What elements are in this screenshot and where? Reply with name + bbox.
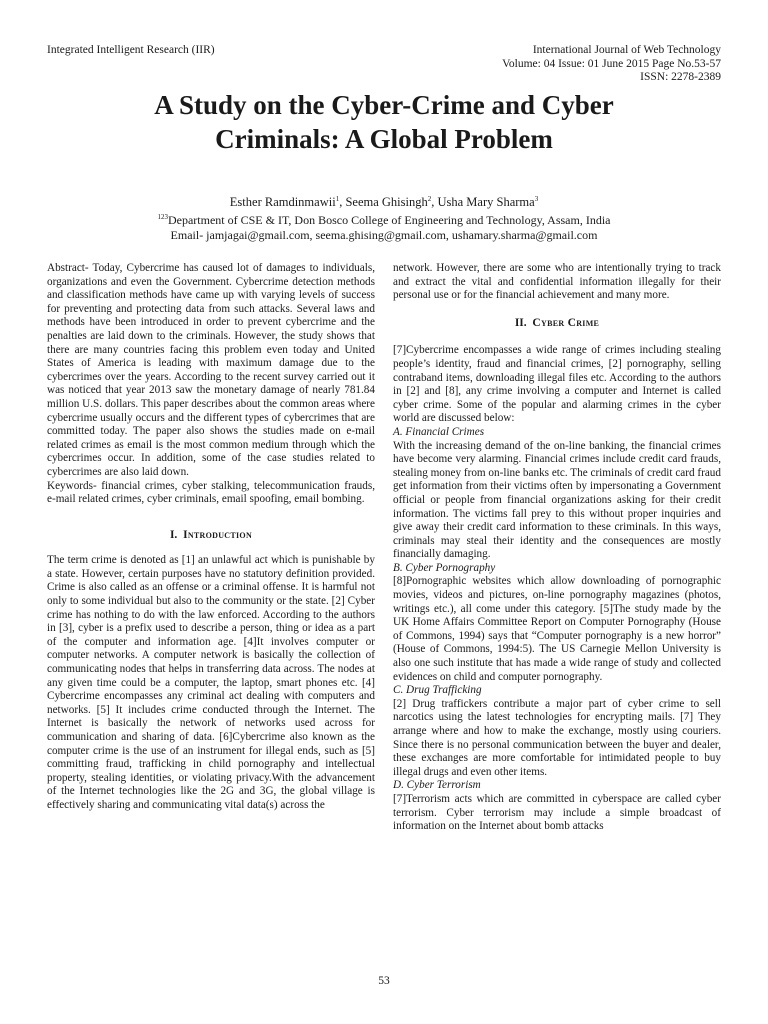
paper-title <box>60 88 708 156</box>
cyber-crime-intro: [7]Cybercrime encompasses a wide range of crimes including stealing people’s identity, fraud and financial crimes, [2] pornography, selling contraband items, downloading illegal files etc. According to the authors in [2] and [8], any crime involving a computer and Internet is called cyber crime. Some of the popular and alarming crimes in the cyber world are discussed below: <box>393 344 721 425</box>
subsection-drug-trafficking: C. Drug Trafficking <box>393 684 482 697</box>
abstract: Abstract- Today, Cybercrime has caused lot of damages to individuals, organizations and even the Government. Cybercrime detection methods and classification methods have came up with varying levels of success for preventing and protecting data from such attacks. Several laws and methods have been introduced in order to prevent cybercrime and the penalties are laid down to the criminals. However, the study shows that there are many countries facing this problem even today and United States of America is leading with maximum damage due to the cybercrimes over the years. According to the recent survey carried out it was noticed that year 2013 saw the monetary damage of nearly 781.84 million U.S. dollars. This paper describes about the common areas where cybercrime usually occurs and the different types of cybercrimes that are committed today. The paper also shows the studies made on e-mail related crimes as email is the most common medium through which the cybercrimes occur. In addition, some of the case studies related to cybercrimes are also laid down. <box>47 262 375 478</box>
keywords: Keywords- financial crimes, cyber stalking, telecommunication frauds, e-mail related crimes, cyber criminals, email spoofing, email bombing. <box>47 479 375 506</box>
subsection-cyber-terrorism: D. Cyber Terrorism <box>393 779 481 792</box>
affiliation <box>40 210 728 228</box>
title-line-2: Criminals: A Global Problem <box>215 124 553 154</box>
author-2-sup: 2 <box>427 195 432 203</box>
right-column <box>393 262 721 834</box>
section-heading-introduction: I. Introduction <box>169 528 253 541</box>
journal-volume: Volume: 04 Issue: 01 June 2015 Page No.53-57 <box>502 57 721 70</box>
affiliation-sup: 123 <box>157 213 168 222</box>
journal-name: International Journal of Web Technology <box>532 44 721 56</box>
author-3: , Usha Mary Sharma <box>431 195 535 210</box>
cyber-terrorism-text: [7]Terrorism acts which are committed in cyberspace are called cyber terrorism. Cyber terrorism may include a simple broadcast of information on the Internet about bomb attacks <box>393 792 721 833</box>
author-2: , Seema Ghisingh <box>339 195 428 210</box>
section-heading-cyber-crime: II. Cyber Crime <box>514 316 600 329</box>
subsection-financial-crimes: A. Financial Crimes <box>393 425 485 438</box>
affiliation-text: Department of CSE & IT, Don Bosco College of Engineering and Technology, Assam, India <box>167 213 611 228</box>
title-line-1: A Study on the Cyber-Crime and Cyber <box>154 90 614 120</box>
author-names <box>40 192 728 210</box>
financial-crimes-text: With the increasing demand of the on-line banking, the financial crimes have become very alarming. Financial crimes include credit card frauds, stealing money from on-line banks etc. The criminals of credit card fraud get information from their victims often by impersonating a Government official or people from financial organizations asking for their credit information. The victims fall prey to this without proper inquiries and give away their credit card information to these criminals. In this ways, criminals may steal their identity and the consequences are mostly financially damaging. <box>393 439 721 561</box>
left-column <box>47 262 375 813</box>
journal-issn: ISSN: 2278-2389 <box>640 71 721 83</box>
author-3-sup: 3 <box>534 195 539 203</box>
journal-info <box>502 44 721 85</box>
introduction-continued: network. However, there are some who are intentionally trying to track and extract the vital and confidential information illegally for their personal use or for the financial achievement and many more. <box>393 262 721 302</box>
author-1: Esther Ramdinmawii <box>229 195 336 210</box>
subsection-cyber-pornography: B. Cyber Pornography <box>393 561 496 574</box>
cyber-pornography-text: [8]Pornographic websites which allow downloading of pornographic movies, videos and pictures, on-line pornography magazines (photos, writings etc.), all come under this category. [5]The study made by the UK Home Affairs Committee Report on Computer Pornography (House of Commons, 1994) says that “Computer pornography is a new horror” (House of Commons, 1994:5). The US Carnegie Mellon University is also one such institute that has made a wide range of study and collected evidences on child and computer pornography. <box>393 575 721 683</box>
page-number: 53 <box>378 975 390 987</box>
drug-trafficking-text: [2] Drug traffickers contribute a major part of cyber crime to sell narcotics using the latest technologies for encrypting mails. [7] They arrange where and how to make the exchange, mostly using couriers. Since there is no personal communication between the buyer and dealer, these exchanges are more comfortable for intimidated people to buy illegal drugs and even other items. <box>393 697 721 778</box>
author-block <box>40 192 728 243</box>
author-1-sup: 1 <box>335 195 340 203</box>
journal-publisher: Integrated Intelligent Research (IIR) <box>47 44 215 56</box>
author-emails: Email- jamjagai@gmail.com, seema.ghising@gmail.com, ushamary.sharma@gmail.com <box>170 228 598 243</box>
introduction-text: The term crime is denoted as [1] an unlawful act which is punishable by a state. However, certain purposes have no statutory definition provided. Crime is also called as an offense or a criminal offense. It is harmful not only to some individual but also to the community or the state. [2] Cyber crime has nothing to do with the law enforced. According to the authors in [3], cyber is a prefix used to describe a person, thing or idea as a part of the computer and information age. [4]It involves computer or computer networks. A computer network is basically the collection of communicating nodes that helps in transferring data across. The nodes at any given time could be a computer, the laptop, smart phones etc. [4] Cybercrime encompasses any criminal act dealing with computers and networks. [5] It includes crime conducted through the Internet. The Internet is basically the network of networks used across for communication and sharing of data. [6]Cybercrime also known as the computer crime is the use of an instrument for illegal ends, such as [5] committing fraud, trafficking in child pornography and intellectual property, stealing identities, or violating privacy.With the advancement of the Internet technologies like the 2G and 3G, the global village is effectively sharing and communicating vital data(s) across the <box>47 554 375 811</box>
